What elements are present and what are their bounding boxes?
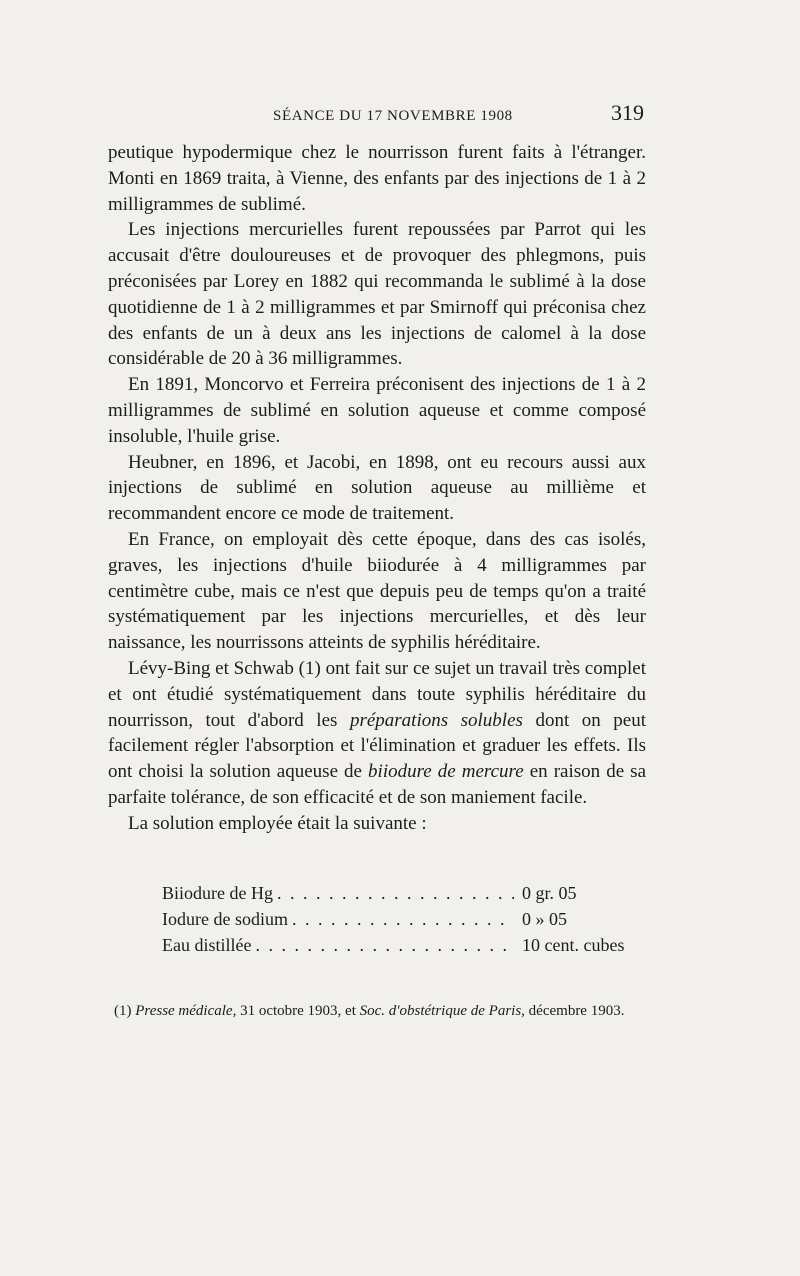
paragraph-2: Les injections mercurielles furent repoussées par Parrot qui les accusait d'être douloureuses et de provoquer des phlegmons, puis préconisées par Lorey en 1882 qui recommanda le sublimé à la dose quotidienne de 1 à 2 milligrammes et par Smirnoff qui préconisa chez des enfants de un à deux ans les injections de calomel à la dose considérable de 20 à 36 milligrammes. [108,219,646,370]
paragraph-6 [108,656,646,811]
formula-qty: 0 gr. 05 [522,883,577,903]
page-number: 319 [611,100,644,125]
footnote [108,1000,648,1022]
footnote-source-2: Soc. d'obstétrique de Paris [359,1003,522,1019]
formula-name: Iodure de sodium [162,909,288,929]
formula-row [162,880,652,906]
intro-line: La solution employée était la suivante : [128,812,427,834]
leader-dots [273,880,514,906]
leader-dots [288,906,514,932]
header-title: SÉANCE DU 17 NOVEMBRE 1908 [273,108,513,124]
running-header [108,96,648,136]
footnote-text-2: , décembre 1903. [521,1003,625,1019]
paragraph-3: En 1891, Moncorvo et Ferreira préconisent des injections de 1 à 2 milligrammes de sublimé en solution aqueuse et comme composé insoluble, l'huile grise. [108,374,646,447]
paragraph-6-italic2: biiodure de mercure [368,761,524,783]
formula-name: Biiodure de Hg [162,883,273,903]
paragraph-6-part1: Lévy-Bing et Schwab (1) ont fait sur ce sujet un travail très complet et ont étudié systématiquement dans toute syphilis héréditaire du nourrisson, tout d'abord les [108,657,646,731]
formula-qty: 10 cent. cubes [522,935,625,955]
paragraph-6-part2: dont on peut facilement régler l'absorption et l'élimination et graduer les effets. Ils ont choisi la solution aqueuse de [108,709,646,783]
paragraph-6-part3: en raison de sa parfaite tolérance, de son efficacité et de son maniement facile. [108,761,647,808]
formula-qty: 0 » 05 [522,909,567,929]
leader-dots [251,932,514,958]
body-text [108,140,646,837]
formula-name: Eau distillée [162,935,252,955]
footnote-text-1: , 31 octobre 1903, et [232,1003,360,1019]
paragraph-6-italic1: préparations solubles [349,709,523,731]
footnote-number: (1) [114,1003,132,1019]
formula-row [162,932,652,958]
formula-table [162,880,652,958]
paragraph-1: peutique hypodermique chez le nourrisson furent faits à l'étranger. Monti en 1869 traita, à Vienne, des enfants par des injections de 1 à 2 milligrammes de sublimé. [108,142,646,215]
formula-row [162,906,652,932]
paragraph-5: En France, on employait dès cette époque, dans des cas isolés, graves, les injections d'huile biiodurée à 4 milligrammes par centimètre cube, mais ce n'est que depuis peu de temps qu'on a traité systématiquement par les injections mercurielles, et dès leur naissance, les nourrissons atteints de syphilis héréditaire. [108,528,646,654]
paragraph-4: Heubner, en 1896, et Jacobi, en 1898, ont eu recours aussi aux injections de sublimé en solution aqueuse au millième et recommandent encore ce mode de traitement. [108,451,646,525]
footnote-source-1: Presse médicale [135,1003,233,1019]
